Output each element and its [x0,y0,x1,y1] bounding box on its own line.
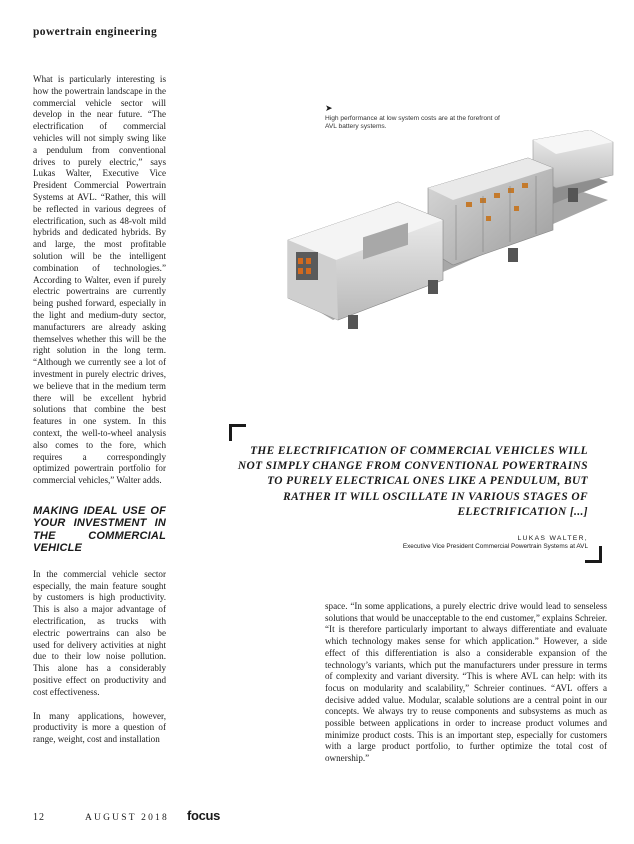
magazine-logo: focus [186,808,221,823]
right-column [325,601,607,765]
issue-date: AUGUST 2018 [85,813,169,823]
page-footer [33,808,220,823]
body-paragraph: What is particularly interesting is how the powertrain landscape in the commercial vehicle sector will develop in the near future. “The electrification of commercial vehicles will not simply swing like a pendulum from conventional drives to purely electric,” says Lukas Walter, Executive Vice President Commercial Powertrain Systems at AVL. “Rather, this will be reflected in various degrees of electrification, such as 48-volt mild hybrids and dedicated hybrids. By and large, the most profitable solution will be the intelligent combination of technologies.” According to Walter, even if purely electric powertrains are currently being pushed forward, especially in the light and medium-duty sector, manufacturers are already asking themselves whether this will be the right solution in the long term. “Although we currently see a lot of investment in purely electric drives, we believe that in the medium term there will be excellent hybrid solutions that combine the best features in one system. In this context, the well-to-wheel analysis also comes to the fore, which requires a correspondingly optimized powertrain portfolio for commercial vehicles,” Walter adds. [33,74,166,486]
subheading: MAKING IDEAL USE OF YOUR INVESTMENT IN THE COMMERCIAL VEHICLE [33,504,166,555]
page-number: 12 [33,812,45,823]
caption-arrow-icon: ➤ [325,104,333,114]
quote-corner-mark-bottom [585,546,602,563]
truck-chassis-illustration [278,130,618,345]
body-paragraph: In the commercial vehicle sector especially, the main feature sought by customers is high productivity. This is also a major advantage of electrification, as trucks with electric powertrains can also be used for delivery activities at night due to their low noise pollution. This alone has a considerably positive effect on productivity and cost effectiveness. [33,568,166,697]
attribution-role: Executive Vice President Commercial Powertrain Systems at AVL [402,543,588,550]
body-paragraph: space. “In some applications, a purely electric drive would lead to senseless solutions that would be unacceptable to the end customer,” explains Schreier. “It is therefore particularly important to always differentiate and evaluate which technology makes sense for which application.” However, a side effect of this differentiation is also a considerable expansion of the technology’s variants, which put the manufacturers under pressure in terms of complexity and variant diversity. “This is where AVL can help: with its focus on modularity and scalability,” Schreier continues. “AVL offers a decisive added value. Modular, scalable solutions are a central point in our concepts. We always try to reuse components and subsystems as much as possible between applications in order to increase product volumes and minimize product costs. This is an important step, especially for customers with a large product portfolio, to further optimize the total cost of ownership.” [325,601,607,764]
quote-attribution [330,534,588,551]
attribution-name: LUKAS WALTER, [517,535,588,542]
section-label: powertrain engineering [33,26,158,38]
body-paragraph: In many applications, however, productivity is more a question of range, weight, cost and installation [33,710,166,745]
left-column [33,74,166,758]
figure-caption-block [325,105,500,132]
pull-quote: THE ELECTRIFICATION OF COMMERCIAL VEHICLES WILL NOT SIMPLY CHANGE FROM CONVENTIONAL POWERTRAINS TO PURELY ELECTRICAL ONES LIKE A PENDULUM, BUT RATHER IT WILL OSCILLATE IN VARIOUS STAGES OF ELECTRIFICATION [...] [237,445,588,518]
quote-corner-mark-top [229,424,246,441]
figure-caption: High performance at low system costs are at the forefront of AVL battery systems. [325,115,500,131]
truck-chassis-graphic [278,130,618,345]
